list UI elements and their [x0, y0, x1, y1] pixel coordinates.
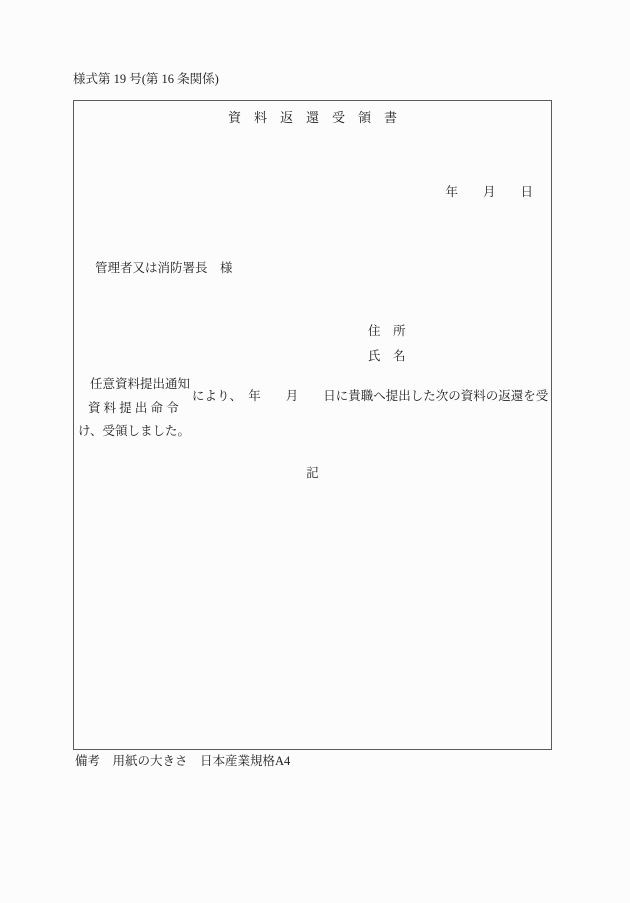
address-label: 住 所 [368, 324, 406, 338]
form-border-box [73, 100, 552, 750]
remarks-line: 備考 用紙の大きさ 日本産業規格A4 [75, 754, 291, 768]
body-clause: により、 年 月 日に貴職へ提出した次の資料の返還を受 [192, 389, 549, 403]
addressee-line: 管理者又は消防署長 様 [95, 261, 233, 275]
form-number-label: 様式第 19 号(第 16 条関係) [73, 72, 219, 86]
option-material-submission-order: 資 料 提 出 命 令 [88, 401, 179, 415]
form-title: 資 料 返 還 受 領 書 [227, 110, 397, 125]
name-label: 氏 名 [368, 349, 406, 363]
date-line: 年 月 日 [445, 185, 533, 199]
option-voluntary-material-notice: 任意資料提出通知 [90, 377, 191, 391]
ki-marker: 記 [306, 466, 319, 480]
body-clause-continuation: け、受領しました。 [78, 424, 191, 438]
